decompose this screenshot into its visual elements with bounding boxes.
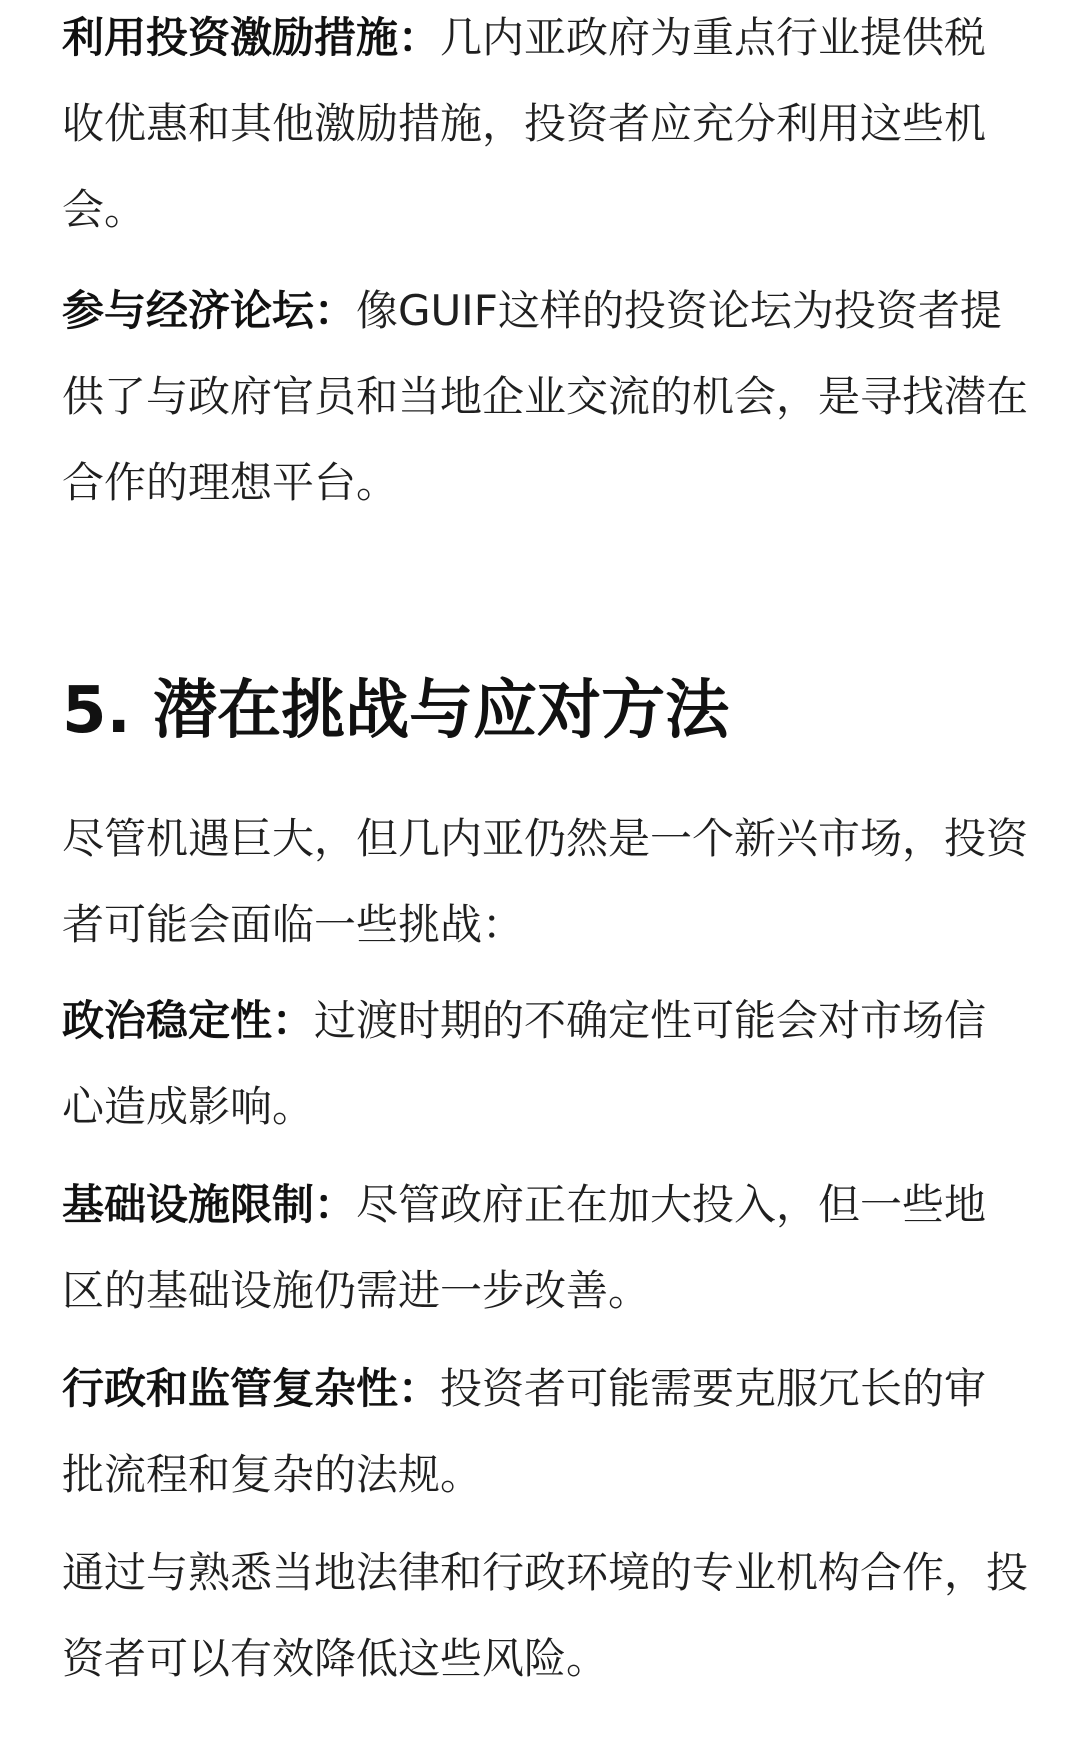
paragraph-investment-incentives — [62, 0, 1028, 253]
term-economic-forum: 参与经济论坛： — [62, 286, 357, 335]
text-investment-incentives: 几内亚政府为重点行业提供税收优惠和其他激励措施，投资者应充分利用这些机会。 — [62, 13, 987, 234]
paragraph-infrastructure — [62, 1162, 1028, 1334]
text-infrastructure: 尽管政府正在加大投入，但一些地区的基础设施仍需进一步改善。 — [62, 1180, 987, 1315]
term-investment-incentives: 利用投资激励措施： — [62, 13, 441, 62]
article-body — [62, 0, 1028, 1702]
text-regulatory: 投资者可能需要克服冗长的审批流程和复杂的法规。 — [62, 1364, 987, 1499]
section-heading: 5. 潜在挑战与应对方法 — [62, 674, 730, 748]
paragraph-intro: 尽管机遇巨大，但几内亚仍然是一个新兴市场，投资者可能会面临一些挑战： — [62, 814, 1029, 949]
paragraph-regulatory — [62, 1346, 1028, 1518]
term-infrastructure: 基础设施限制： — [62, 1180, 357, 1229]
term-regulatory: 行政和监管复杂性： — [62, 1364, 441, 1413]
text-political-stability: 过渡时期的不确定性可能会对市场信心造成影响。 — [62, 996, 987, 1131]
paragraph-closing: 通过与熟悉当地法律和行政环境的专业机构合作，投资者可以有效降低这些风险。 — [62, 1548, 1029, 1683]
paragraph-political-stability — [62, 978, 1028, 1150]
term-political-stability: 政治稳定性： — [62, 996, 315, 1045]
paragraph-economic-forum — [62, 268, 1028, 526]
text-economic-forum: 像GUIF这样的投资论坛为投资者提供了与政府官员和当地企业交流的机会，是寻找潜在合作的理想平台。 — [62, 286, 1029, 507]
